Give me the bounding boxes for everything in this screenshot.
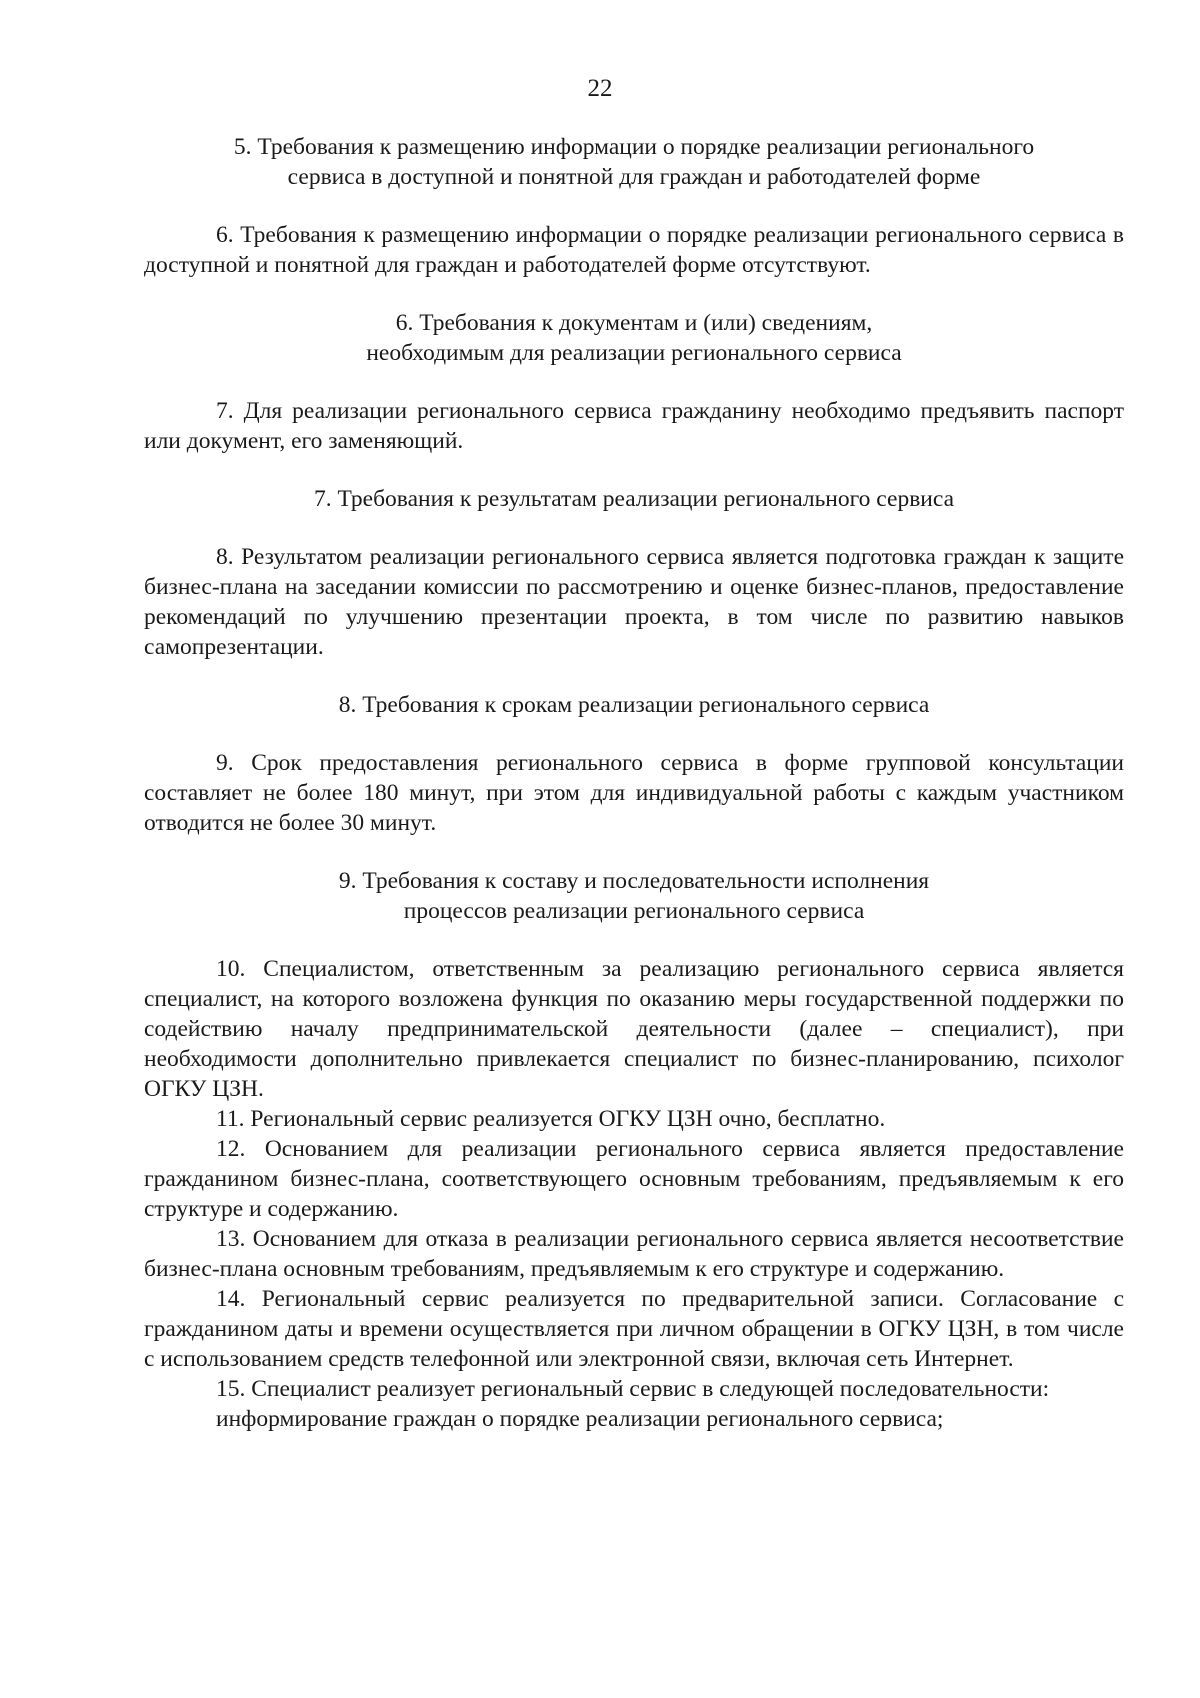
heading-line: 9. Требования к составу и последовательности исполнения bbox=[338, 868, 930, 894]
document-body bbox=[144, 132, 1124, 1434]
list-item-informing: информирование граждан о порядке реализации регионального сервиса; bbox=[216, 1406, 944, 1432]
heading-line: 6. Требования к документам и (или) сведениям, bbox=[395, 310, 873, 336]
heading-line: 5. Требования к размещению информации о порядке реализации регионального bbox=[233, 134, 1035, 160]
paragraph-10: 10. Специалистом, ответственным за реализацию регионального сервиса является специалист, на которого возложена функция по оказанию меры государственной поддержки по содействию началу предпринимательской деятельности (далее – специалист), при необходимости дополнительно привлекается специалист по бизнес-планированию, психолог ОГКУ ЦЗН. bbox=[144, 956, 1124, 1102]
paragraph-12: 12. Основанием для реализации регионального сервиса является предоставление гражданином бизнес-плана, соответствующего основным требованиям, предъявляемым к его структуре и содержанию. bbox=[144, 1136, 1124, 1222]
heading-line: 8. Требования к срокам реализации регионального сервиса bbox=[338, 692, 930, 718]
section-heading-7 bbox=[144, 484, 1124, 514]
section-heading-5 bbox=[144, 132, 1124, 192]
paragraph-14: 14. Региональный сервис реализуется по предварительной записи. Согласование с гражданином даты и времени осуществляется при личном обращении в ОГКУ ЦЗН, в том числе с использованием средств телефонной или электронной связи, включая сеть Интернет. bbox=[144, 1286, 1124, 1372]
section-heading-8 bbox=[144, 690, 1124, 720]
heading-line: необходимым для реализации регионального сервиса bbox=[366, 340, 902, 366]
heading-line: 7. Требования к результатам реализации регионального сервиса bbox=[313, 486, 955, 512]
paragraph-11: 11. Региональный сервис реализуется ОГКУ ЦЗН очно, бесплатно. bbox=[216, 1106, 886, 1132]
section-heading-9 bbox=[144, 866, 1124, 926]
section-heading-6 bbox=[144, 308, 1124, 368]
paragraph-6: 6. Требования к размещению информации о порядке реализации регионального сервиса в доступной и понятной для граждан и работодателей форме отсутствуют. bbox=[144, 222, 1124, 278]
paragraph-8: 8. Результатом реализации регионального сервиса является подготовка граждан к защите бизнес-плана на заседании комиссии по рассмотрению и оценке бизнес-планов, предоставление рекомендаций по улучшению презентации проекта, в том числе по развитию навыков самопрезентации. bbox=[144, 544, 1124, 660]
paragraph-15: 15. Специалист реализует региональный сервис в следующей последовательности: bbox=[216, 1376, 1050, 1402]
heading-line: сервиса в доступной и понятной для граждан и работодателей форме bbox=[287, 164, 981, 190]
paragraph-7: 7. Для реализации регионального сервиса гражданину необходимо предъявить паспорт или документ, его заменяющий. bbox=[144, 398, 1124, 454]
paragraph-9: 9. Срок предоставления регионального сервиса в форме групповой консультации составляет не более 180 минут, при этом для индивидуальной работы с каждым участником отводится не более 30 минут. bbox=[144, 750, 1124, 836]
page-number: 22 bbox=[587, 75, 613, 102]
paragraph-13: 13. Основанием для отказа в реализации регионального сервиса является несоответствие бизнес-плана основным требованиям, предъявляемым к его структуре и содержанию. bbox=[144, 1226, 1124, 1282]
heading-line: процессов реализации регионального сервиса bbox=[403, 898, 865, 924]
